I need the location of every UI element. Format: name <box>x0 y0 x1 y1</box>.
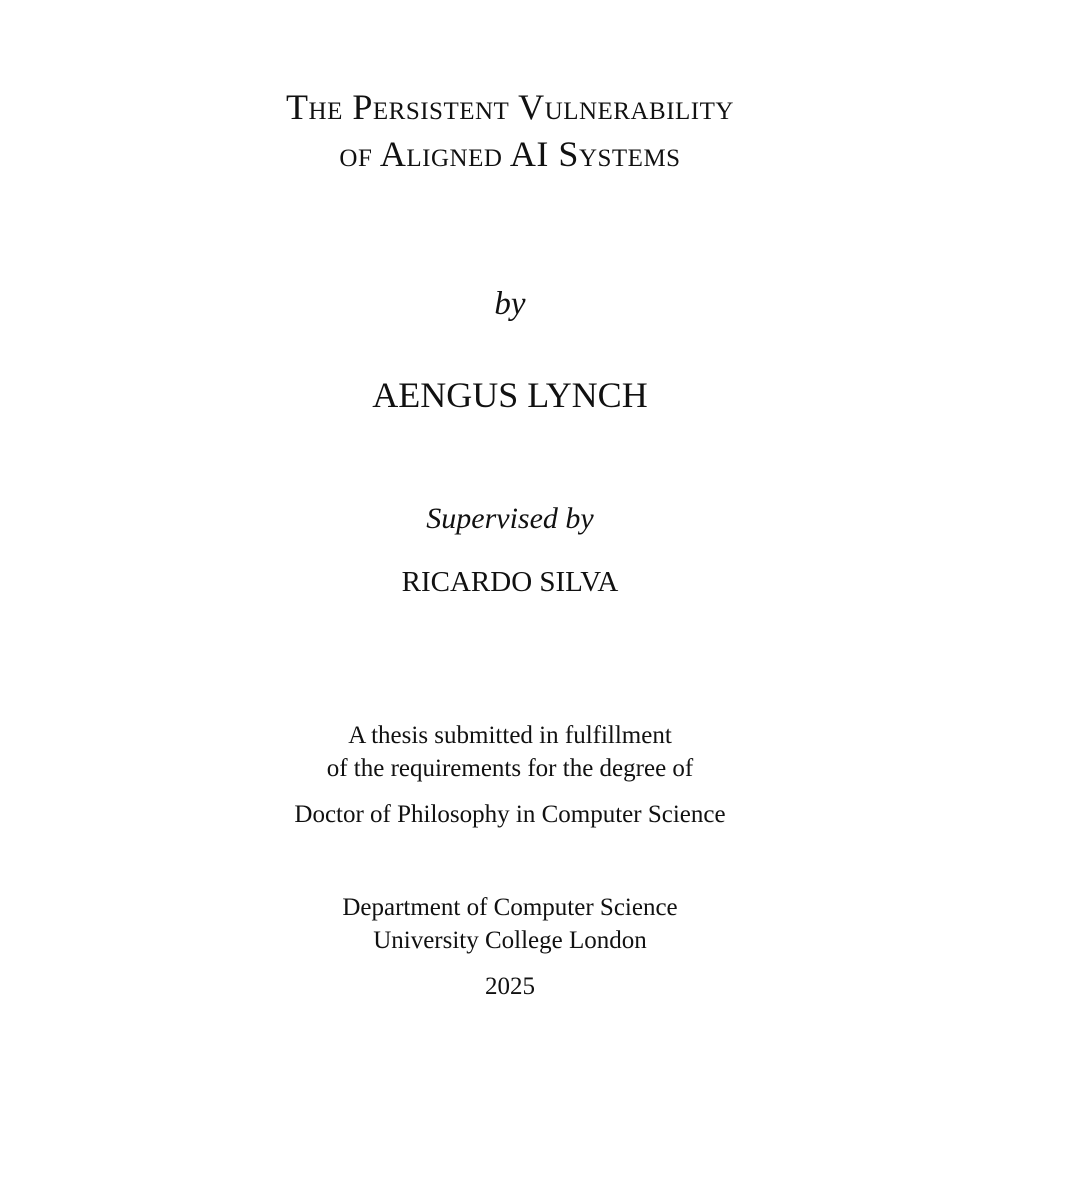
submission-year: 2025 <box>485 973 535 1000</box>
thesis-title-line-2: of Aligned AI Systems <box>339 134 681 174</box>
university-name: University College London <box>373 927 647 954</box>
thesis-statement-line-1: A thesis submitted in fulfillment <box>348 722 672 749</box>
department-name: Department of Computer Science <box>342 894 678 921</box>
author-name: AENGUS LYNCH <box>372 375 648 415</box>
degree-name: Doctor of Philosophy in Computer Science <box>294 801 726 828</box>
by-label: by <box>494 286 526 322</box>
thesis-title-line-1: The Persistent Vulnerability <box>286 87 734 127</box>
supervisor-name: RICARDO SILVA <box>401 566 619 598</box>
supervised-by-label: Supervised by <box>426 502 594 535</box>
thesis-statement-line-2: of the requirements for the degree of <box>326 755 694 782</box>
